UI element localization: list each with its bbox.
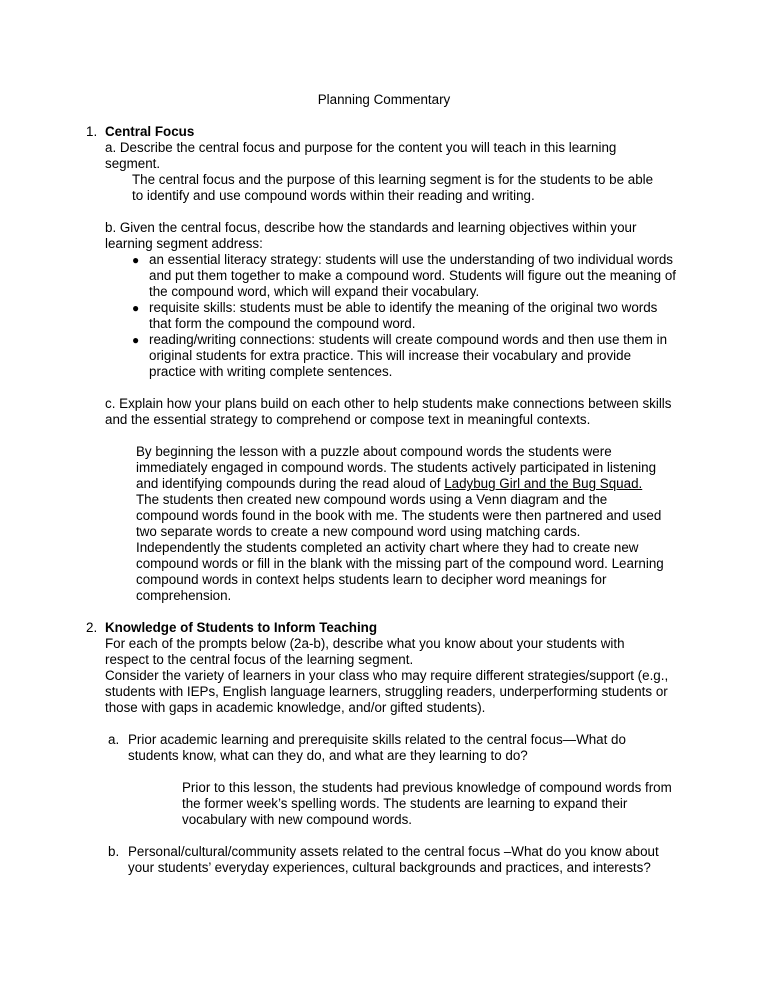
section-2b-prompt: Personal/cultural/community assets related to the central focus –What do you know about your students’ everyday experiences, cultural backgrounds and practices, and interests? [128, 844, 659, 875]
section-2a-answer: Prior to this lesson, the students had previous knowledge of compound words from the former week’s spelling words. The students are learning to expand their vocabulary with new compound words. [182, 780, 672, 827]
section-1c-prompt: c. Explain how your plans build on each other to help students make connections between skills and the essential strategy to comprehend or compose text in meaningful contexts. [105, 396, 672, 427]
bullet-icon: ● [132, 333, 140, 347]
section-1-heading: Central Focus [105, 124, 195, 139]
section-2-intro-2: Consider the variety of learners in your class who may require different strategies/support (e.g., students with IEPs, English language learners, struggling readers, underperforming students or those with gaps in academic knowledge, and/or gifted students). [105, 668, 669, 715]
section-2a-label: a. [108, 732, 120, 747]
section-2-heading: Knowledge of Students to Inform Teaching [105, 620, 378, 635]
book-title: Ladybug Girl and the Bug Squad. [444, 476, 643, 491]
section-2-number: 2. [86, 620, 98, 635]
section-1c-answer-part1: By beginning the lesson with a puzzle about compound words the students were immediately engaged in compound words. The students actively participated in listening and identifying compounds during the read aloud of [136, 444, 657, 491]
page-title: Planning Commentary [317, 92, 451, 107]
section-1-number: 1. [86, 124, 98, 139]
bullet-icon: ● [132, 253, 140, 267]
section-1b-prompt: b. Given the central focus, describe how the standards and learning objectives within your learning segment address: [105, 220, 637, 251]
bullet-item-requisite-skills: requisite skills: students must be able to identify the meaning of the original two words that form the compound the compound word. [149, 300, 658, 331]
bullet-item-reading-writing: reading/writing connections: students will create compound words and then use them in original students for extra practice. This will increase their vocabulary and provide practice with writing complete sentences. [149, 332, 668, 379]
section-2a-prompt: Prior academic learning and prerequisite skills related to the central focus—What do students know, what can they do, and what are they learning to do? [128, 732, 626, 763]
section-2-intro-1: For each of the prompts below (2a-b), describe what you know about your students with respect to the central focus of the learning segment. [105, 636, 625, 667]
section-1a-answer [132, 172, 658, 204]
bullet-icon: ● [132, 301, 140, 315]
section-1c-answer-part2: The students then created new compound words using a Venn diagram and the compound words found in the book with me. The students were then partnered and used two separate words to create a new compound word using matching cards. Independently the students completed an activity chart where they had to create new compound words or fill in the blank with the missing part of the compound word. Learning compound words in context helps students learn to decipher word meanings for comprehension. [136, 492, 664, 603]
section-1c-answer [136, 444, 668, 604]
section-1a-answer-text: The central focus and the purpose of this learning segment is for the students to be able to identify and use compound words within their reading and writing. [132, 172, 654, 203]
bullet-item-literacy-strategy: an essential literacy strategy: students will use the understanding of two individual words and put them together to make a compound word. Students will figure out the meaning of the compound word, which will expand their vocabulary. [149, 252, 677, 299]
section-2b-label: b. [108, 844, 120, 859]
section-1a-prompt: a. Describe the central focus and purpose for the content you will teach in this learning segment. [105, 140, 617, 171]
